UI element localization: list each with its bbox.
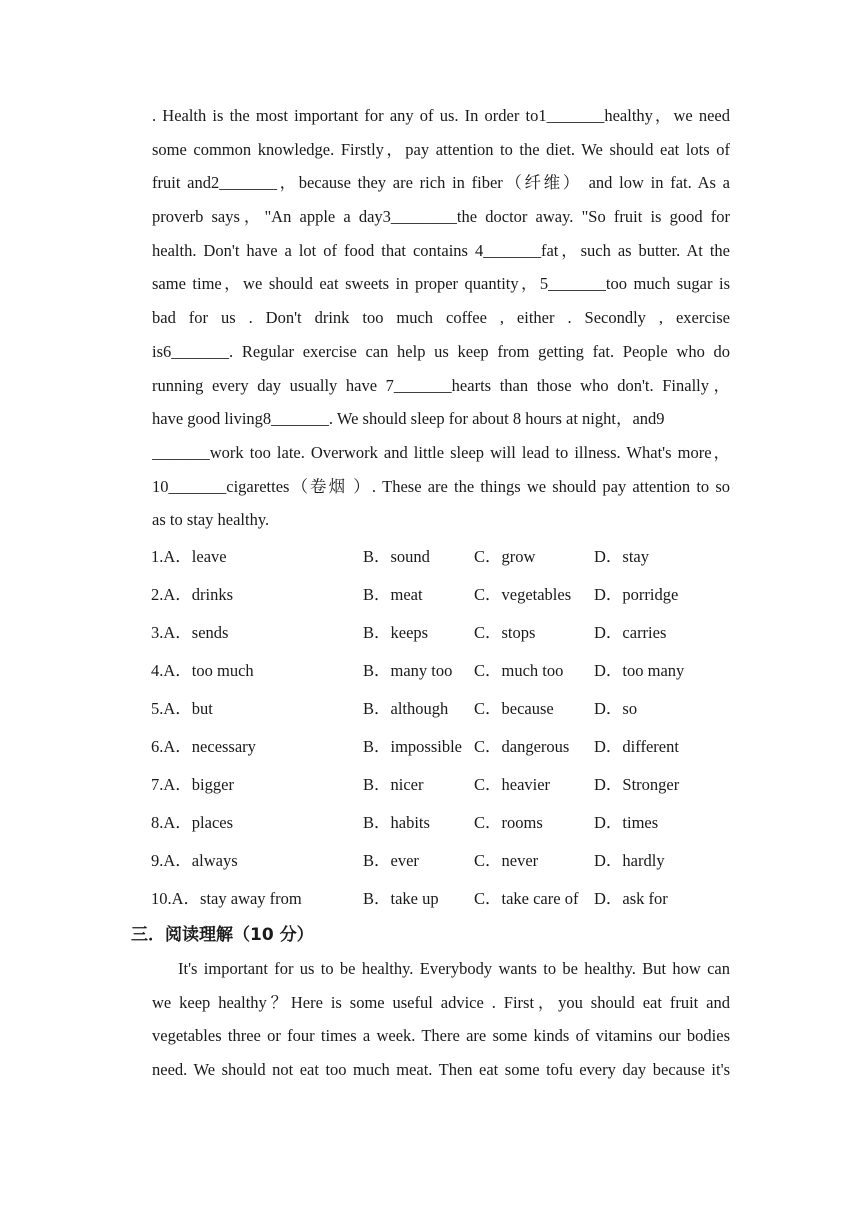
cloze-line: fruit and2_______，because they are rich in fiber（纤维） and low in fat. As a	[152, 173, 730, 193]
option-a: 9.A．always	[151, 851, 238, 870]
option-d: D．times	[594, 813, 659, 832]
cloze-line: _______work too late. Overwork and little sleep will lead to illness. What's more，	[152, 442, 730, 462]
option-b: B．many too	[363, 661, 453, 680]
option-c: C．never	[474, 851, 539, 870]
question-8-options	[151, 804, 751, 842]
option-a: 3.A．sends	[151, 623, 229, 642]
option-d: D．stay	[594, 547, 649, 566]
section-title: 三．阅读理解（10 分）	[131, 925, 314, 945]
option-a: 10.A．stay away from	[151, 889, 302, 908]
question-10-options	[151, 880, 751, 918]
option-d: D．too many	[594, 661, 685, 680]
option-b: B．keeps	[363, 623, 429, 642]
cloze-line: is6_______. Regular exercise can help us keep from getting fat. People who do	[152, 341, 730, 361]
cloze-line: proverb says，"An apple a day3________the doctor away. "So fruit is good for	[152, 207, 730, 227]
option-a: 7.A．bigger	[151, 775, 234, 794]
cloze-line: 10_______cigarettes（卷烟 ）. These are the things we should pay attention to so	[152, 476, 730, 496]
option-a: 4.A．too much	[151, 661, 254, 680]
option-d: D．Stronger	[594, 775, 680, 794]
question-1-options	[151, 538, 751, 576]
option-b: B．impossible	[363, 737, 463, 756]
reading-line: It's important for us to be healthy. Everybody wants to be healthy. But how can	[178, 959, 730, 978]
option-b: B．although	[363, 699, 449, 718]
reading-line: need. We should not eat too much meat. Then eat some tofu every day because it's	[152, 1060, 730, 1080]
option-c: C．grow	[474, 547, 536, 566]
question-5-options	[151, 690, 751, 728]
option-c: C．much too	[474, 661, 564, 680]
option-c: C．take care of	[474, 889, 579, 908]
option-b: B．take up	[363, 889, 439, 908]
question-2-options	[151, 576, 751, 614]
cloze-passage	[152, 99, 730, 537]
cloze-line: . Health is the most important for any of us. In order to1_______healthy，we need	[152, 106, 730, 125]
question-3-options	[151, 614, 751, 652]
question-6-options	[151, 728, 751, 766]
cloze-line: running every day usually have 7_______hearts than those who don't. Finally，	[152, 375, 730, 395]
cloze-line: health. Don't have a lot of food that contains 4_______fat，such as butter. At the	[152, 240, 730, 260]
cloze-line: some common knowledge. Firstly，pay attention to the diet. We should eat lots of	[152, 139, 730, 159]
option-d: D．carries	[594, 623, 667, 642]
reading-line: we keep healthy？Here is some useful advice . First，you should eat fruit and	[152, 992, 730, 1012]
question-4-options	[151, 652, 751, 690]
option-a: 1.A．leave	[151, 547, 227, 566]
question-9-options	[151, 842, 751, 880]
option-c: C．because	[474, 699, 554, 718]
option-c: C．dangerous	[474, 737, 570, 756]
option-c: C．heavier	[474, 775, 551, 794]
option-b: B．sound	[363, 547, 430, 566]
answer-options	[151, 538, 751, 918]
option-d: D．different	[594, 737, 679, 756]
option-d: D．so	[594, 699, 638, 718]
option-b: B．nicer	[363, 775, 424, 794]
option-d: D．porridge	[594, 585, 679, 604]
cloze-line: have good living8_______. We should sleep for about 8 hours at night，and9	[152, 409, 665, 429]
option-d: D．hardly	[594, 851, 665, 870]
option-a: 5.A．but	[151, 699, 213, 718]
option-b: B．meat	[363, 585, 423, 604]
option-c: C．vegetables	[474, 585, 572, 604]
option-c: C．rooms	[474, 813, 543, 832]
option-c: C．stops	[474, 623, 536, 642]
cloze-line: bad for us . Don't drink too much coffee , either . Secondly , exercise	[152, 308, 730, 328]
option-b: B．ever	[363, 851, 419, 870]
reading-line: vegetables three or four times a week. There are some kinds of vitamins our bodies	[152, 1026, 730, 1046]
reading-passage	[152, 952, 730, 1087]
question-7-options	[151, 766, 751, 804]
option-b: B．habits	[363, 813, 430, 832]
option-a: 6.A．necessary	[151, 737, 256, 756]
option-a: 2.A．drinks	[151, 585, 234, 604]
option-d: D．ask for	[594, 889, 668, 908]
option-a: 8.A．places	[151, 813, 234, 832]
cloze-line: as to stay healthy.	[152, 510, 270, 530]
cloze-line: same time，we should eat sweets in proper quantity，5_______too much sugar is	[152, 274, 730, 294]
